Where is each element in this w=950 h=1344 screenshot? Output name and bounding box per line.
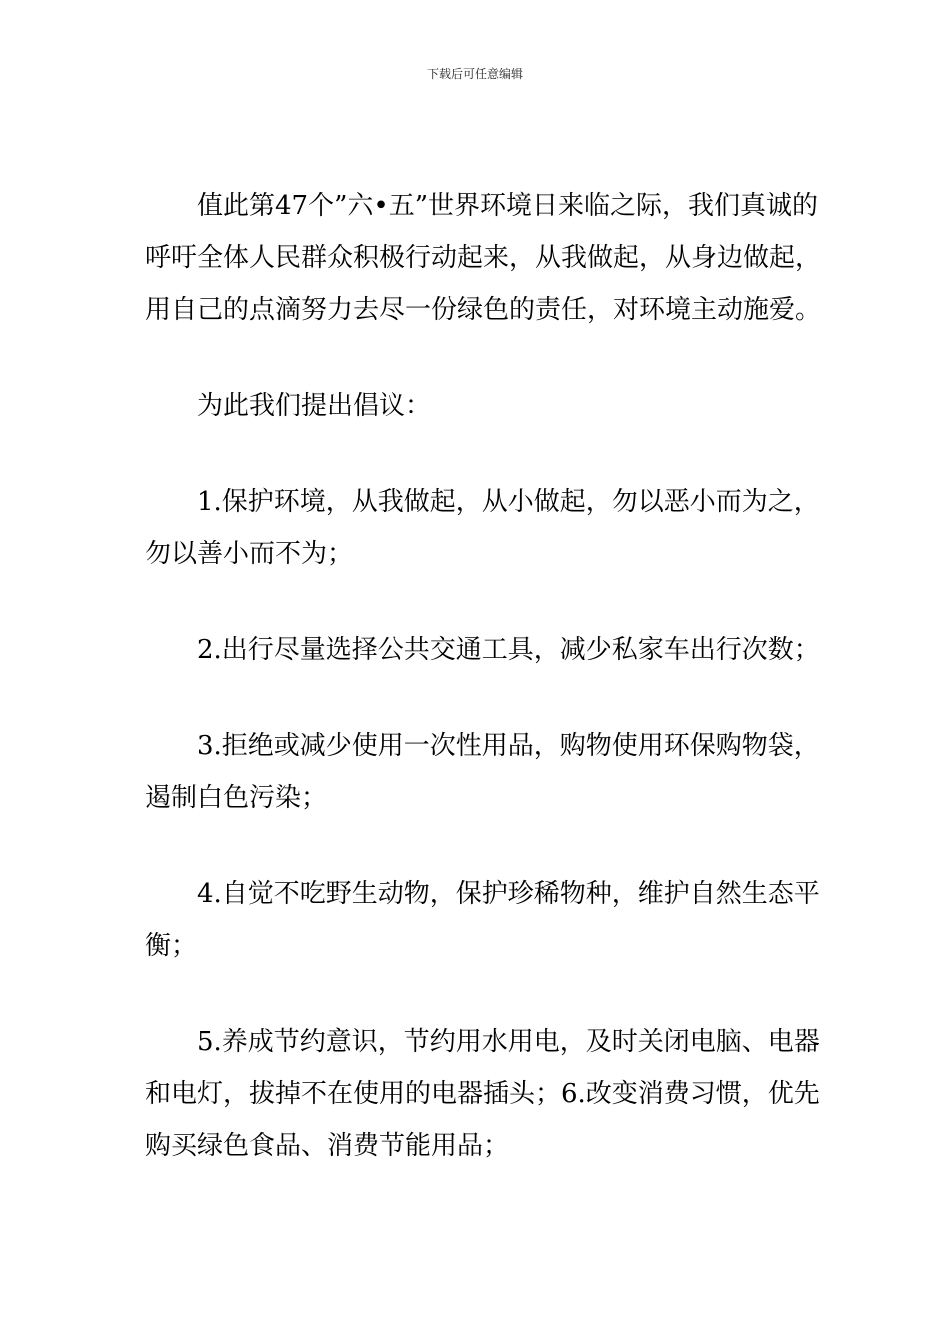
document-body <box>145 180 835 1172</box>
paragraph-item-5-6: 5.养成节约意识，节约用水用电，及时关闭电脑、电器和电灯，拔掉不在使用的电器插头；6.改变消费习惯，优先购买绿色食品、消费节能用品； <box>145 1027 820 1161</box>
paragraph-item-4: 4.自觉不吃野生动物，保护珍稀物种，维护自然生态平衡； <box>145 879 820 961</box>
paragraph-item-3: 3.拒绝或减少使用一次性用品，购物使用环保购物袋，遏制白色污染； <box>145 731 820 813</box>
header-note: 下载后可任意编辑 <box>426 67 523 81</box>
paragraph-proposal-heading: 为此我们提出倡议： <box>197 391 432 421</box>
paragraph-item-2: 2.出行尽量选择公共交通工具，减少私家车出行次数； <box>197 635 820 665</box>
paragraph-item-1: 1.保护环境，从我做起，从小做起，勿以恶小而为之，勿以善小而不为； <box>145 487 820 569</box>
paragraph-intro: 值此第47个”六•五”世界环境日来临之际，我们真诚的呼吁全体人民群众积极行动起来，从我做起，从身边做起，用自己的点滴努力去尽一份绿色的责任，对环境主动施爱。 <box>145 191 822 325</box>
